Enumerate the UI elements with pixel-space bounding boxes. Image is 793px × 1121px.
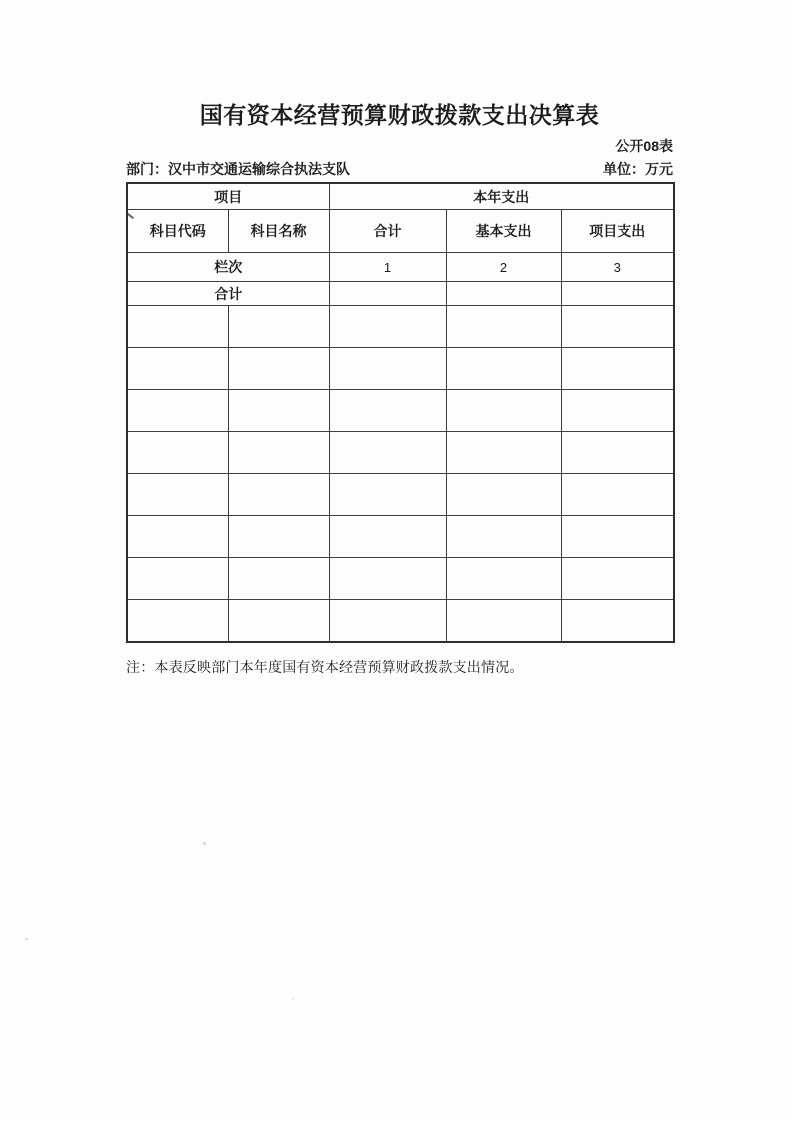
column-index-row [127, 253, 674, 282]
scan-speck [292, 998, 294, 1000]
table-cell [127, 306, 228, 348]
table-cell [127, 348, 228, 390]
table-cell [127, 390, 228, 432]
table-cell [329, 474, 446, 516]
scan-speck [203, 842, 206, 845]
table-cell [228, 600, 329, 643]
empty-data-rows [127, 306, 674, 643]
table-cell [561, 516, 674, 558]
table-cell [446, 558, 561, 600]
header-project-expense: 项目支出 [561, 210, 674, 253]
table-row [127, 516, 674, 558]
table-cell [446, 306, 561, 348]
table-cell [228, 516, 329, 558]
table-cell [561, 306, 674, 348]
unit-line [603, 162, 673, 176]
table-cell [127, 432, 228, 474]
table-cell [561, 600, 674, 643]
table-cell [127, 474, 228, 516]
table-cell [228, 432, 329, 474]
table-cell [329, 306, 446, 348]
table-cell [446, 432, 561, 474]
column-index-3: 3 [561, 253, 674, 282]
table-cell [329, 390, 446, 432]
table-cell [228, 558, 329, 600]
table-cell [228, 474, 329, 516]
table-cell [329, 558, 446, 600]
header-expense-group: 本年支出 [329, 183, 674, 210]
table-row [127, 348, 674, 390]
table-cell [561, 348, 674, 390]
document-content [126, 103, 673, 676]
column-index-label: 栏次 [127, 253, 329, 282]
page-title: 国有资本经营预算财政拨款支出决算表 [199, 102, 600, 128]
table-cell [127, 558, 228, 600]
header-group-row [127, 183, 674, 210]
header-subject-name: 科目名称 [228, 210, 329, 253]
table-cell [329, 348, 446, 390]
table-cell [561, 474, 674, 516]
table-row [127, 306, 674, 348]
table-cell [446, 390, 561, 432]
table-cell [329, 516, 446, 558]
total-row-label: 合计 [127, 282, 329, 306]
total-row-value-project [561, 282, 674, 306]
footnote: 注：本表反映部门本年度国有资本经营预算财政拨款支出情况。 [126, 659, 524, 676]
table-cell [561, 558, 674, 600]
table-cell [561, 432, 674, 474]
table-cell [446, 474, 561, 516]
table-row [127, 558, 674, 600]
table-row [127, 390, 674, 432]
table-row [127, 474, 674, 516]
table-row [127, 432, 674, 474]
table-cell [228, 306, 329, 348]
table-row [127, 600, 674, 643]
column-index-2: 2 [446, 253, 561, 282]
department-value: 汉中市交通运输综合执法支队 [168, 161, 350, 178]
header-basic-expense: 基本支出 [446, 210, 561, 253]
table-cell [228, 348, 329, 390]
unit-value: 万元 [645, 161, 673, 178]
budget-table [126, 182, 675, 643]
header-subject-code: 科目代码 [127, 210, 228, 253]
unit-label: 单位： [603, 161, 645, 178]
table-cell [228, 390, 329, 432]
total-row-value-basic [446, 282, 561, 306]
scan-speck [25, 938, 28, 940]
meta-row [126, 162, 673, 176]
total-row [127, 282, 674, 306]
form-code: 公开08表 [615, 138, 673, 155]
table-cell [561, 390, 674, 432]
header-columns-row [127, 210, 674, 253]
table-cell [329, 432, 446, 474]
table-cell [446, 516, 561, 558]
table-cell [329, 600, 446, 643]
table-cell [446, 600, 561, 643]
table-cell [446, 348, 561, 390]
header-item-group: 项目 [127, 183, 329, 210]
table-header-rows [127, 183, 674, 306]
header-total: 合计 [329, 210, 446, 253]
table-cell [127, 516, 228, 558]
total-row-value-total [329, 282, 446, 306]
column-index-1: 1 [329, 253, 446, 282]
table-cell [127, 600, 228, 643]
department-label: 部门： [126, 161, 168, 178]
department-line [126, 162, 350, 176]
